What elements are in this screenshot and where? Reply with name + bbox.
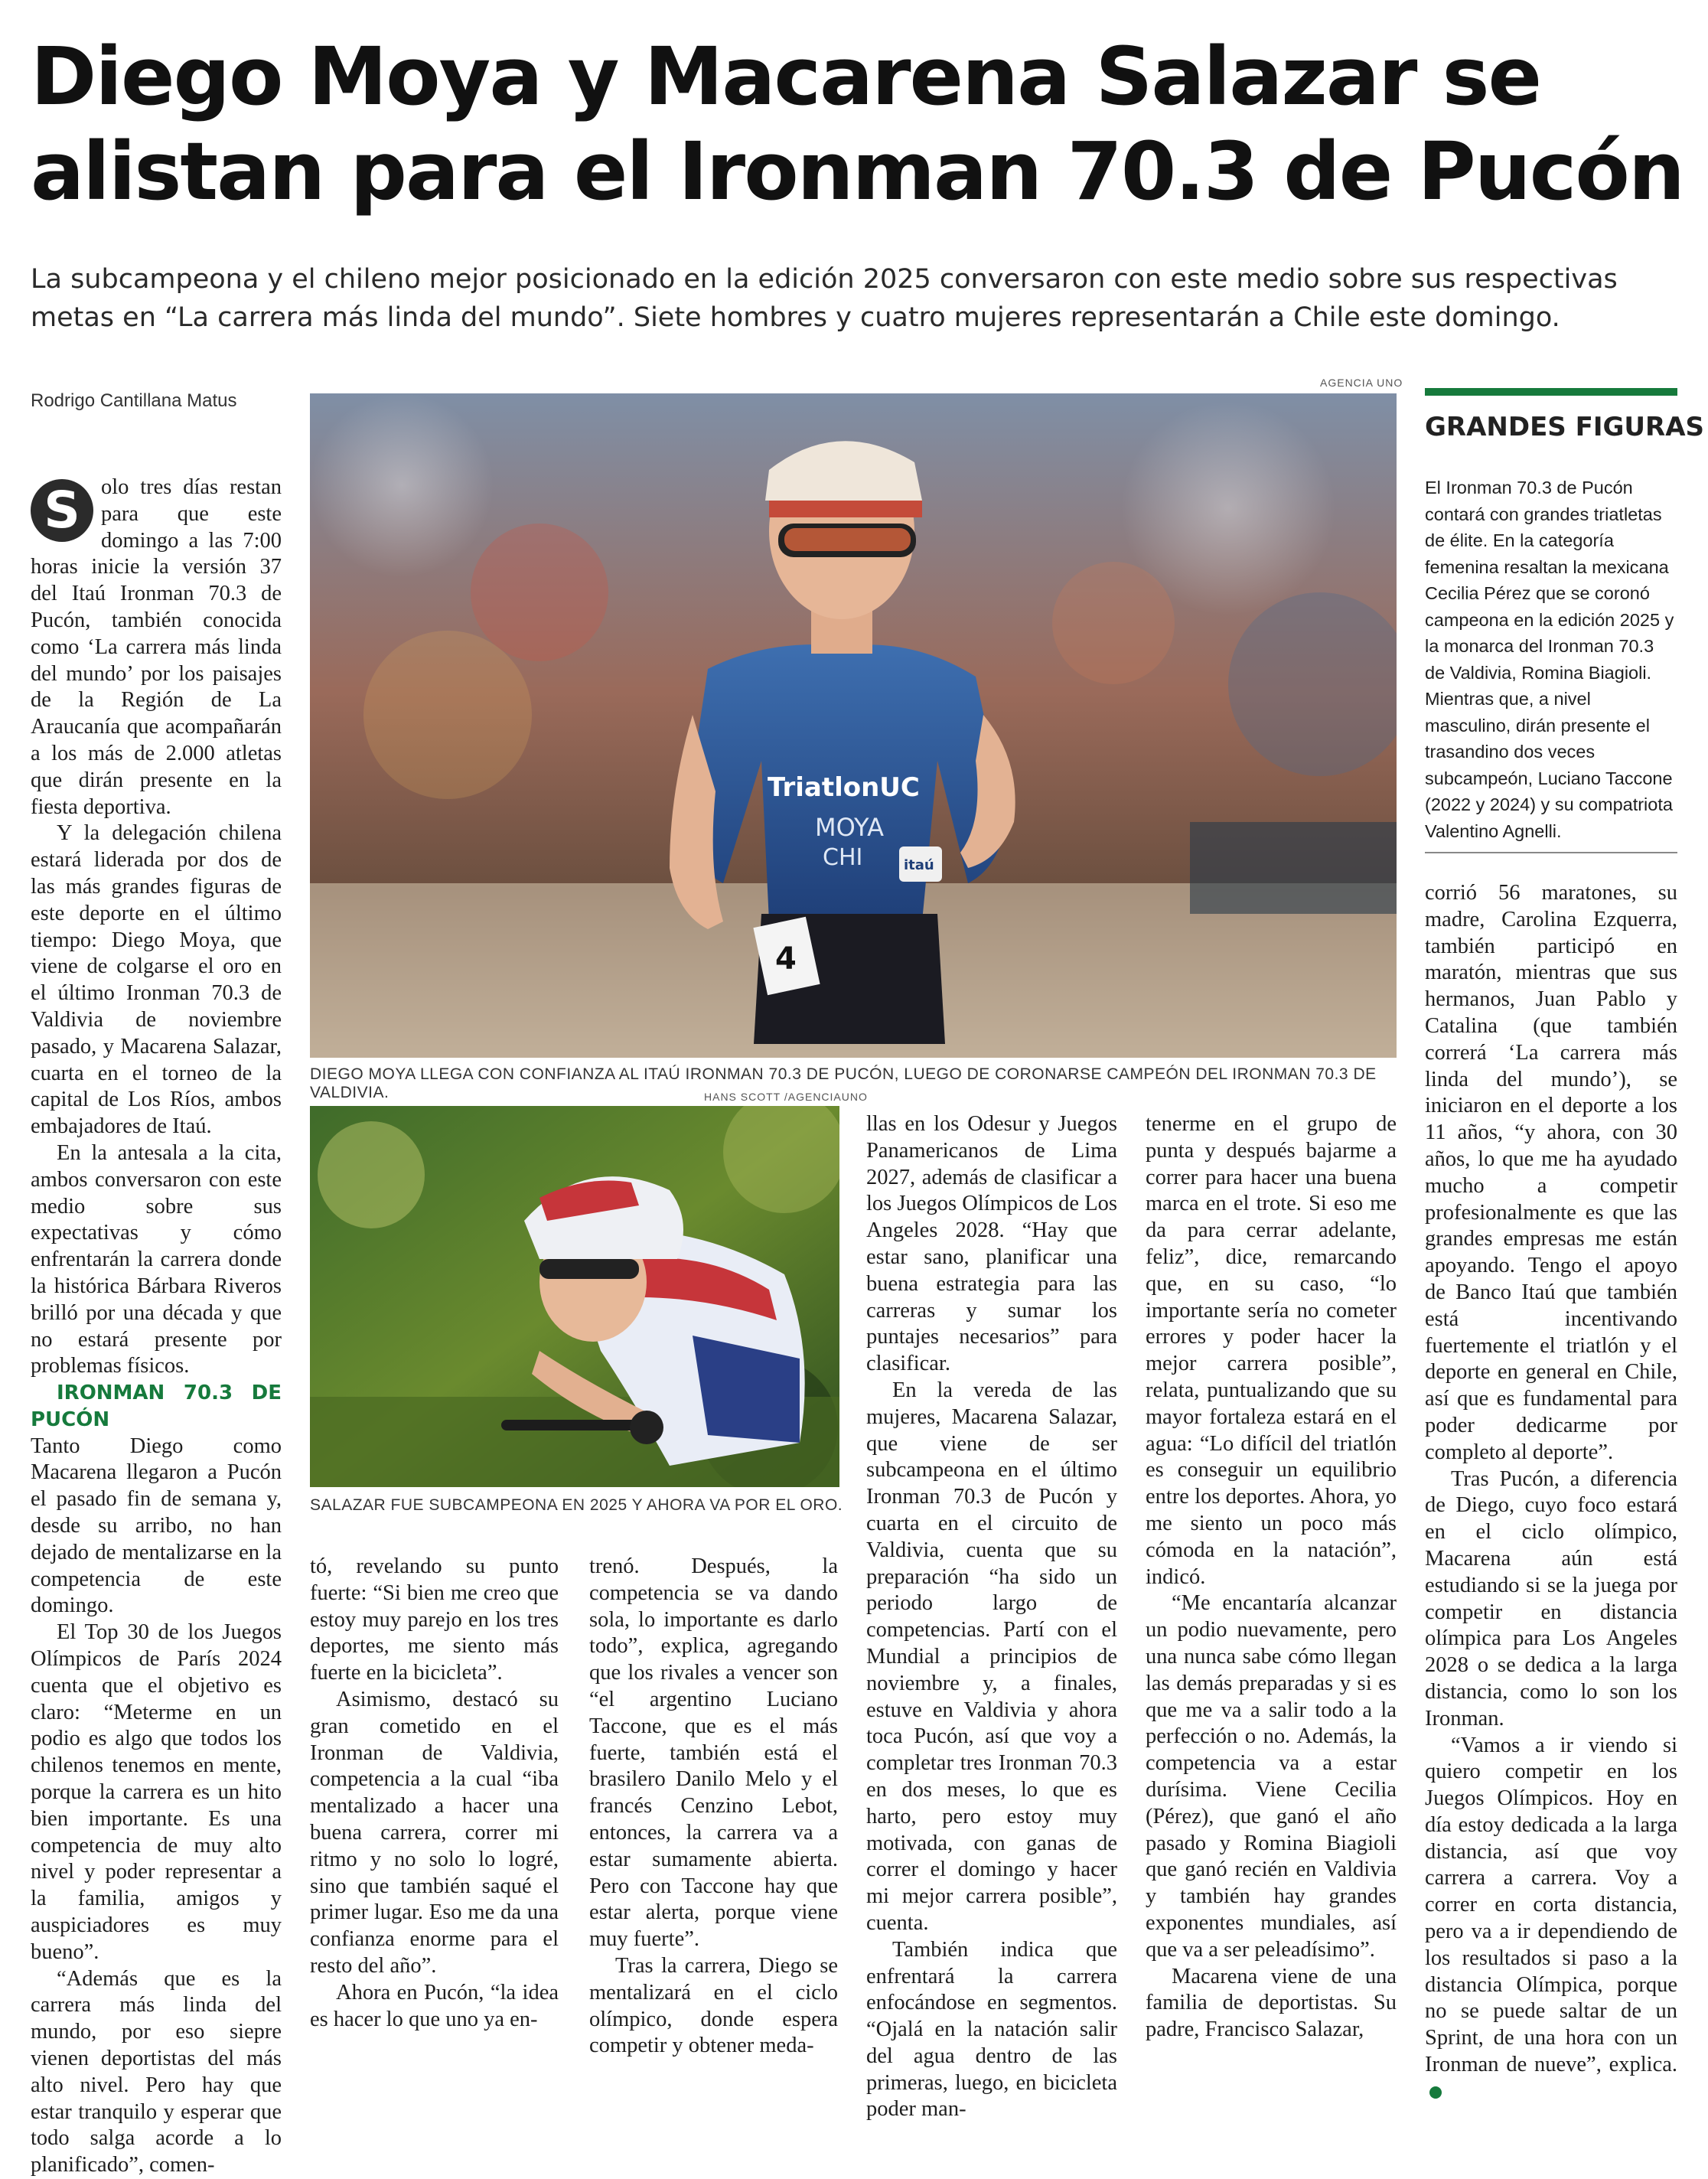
body-column-5 <box>1146 1111 1397 2044</box>
drop-cap: S <box>31 479 93 542</box>
paragraph: tó, revelando su punto fuerte: “Si bien me creo que estoy muy parejo en los tres deportes, me siento más fuerte en la bicicleta”. <box>310 1554 559 1685</box>
paragraph: Tras la carrera, Diego se mentalizará en el ciclo olímpico, donde espera competir y obtener meda- <box>589 1953 838 2058</box>
paragraph: tenerme en el grupo de punta y después bajarme a correr para hacer una buena marca en el trote. Si eso me da para cerrar adelante, feliz”, dice, remarcando que, en su caso, “lo importante sería no cometer errores y poder hacer la mejor carrera posible”, relata, puntualizando que su mayor fortaleza estará en el agua: “Lo difícil del triatlón es conseguir un equilibrio entre los deportes. Ahora, yo me siento un poco más cómoda en la natación”, indicó. <box>1146 1112 1397 1589</box>
paragraph: “Me encantaría alcanzar un podio nuevamente, pero una nunca sabe cómo llegan las demás preparadas y si es que me va a salir todo a la perfección o no. Además, la competencia va a estar durísima. Viene Cecilia (Pérez), que ganó el año pasado y Romina Biagioli que ganó recién en Valdivia y también hay grandes exponentes mundiales, así que va a ser peleadísimo”. <box>1146 1591 1397 1962</box>
body-column-4 <box>866 1111 1117 2123</box>
main-photo <box>310 393 1397 1058</box>
body-column-3 <box>589 1554 838 2060</box>
paragraph: trenó. Después, la competencia se va dando sola, lo importante es darlo todo”, explica, agregando que los rivales a vencer son “el argentino Luciano Taccone, que es el más fuerte, también está el brasilero Danilo Melo y el francés Cenzino Lebot, entonces, la carrera va a estar sumamente abierta. Pero con Taccone hay que estar alerta, porque viene muy fuerte”. <box>589 1554 838 1952</box>
byline: Rodrigo Cantillana Matus <box>31 390 237 411</box>
body-column-2 <box>310 1554 559 2033</box>
paragraph: En la antesala a la cita, ambos conversaron con este medio sobre sus expectativas y cómo enfrentarán la carrera donde la histórica Bárbara Riveros brilló por una década y que no estará presente por problemas físicos. <box>31 1140 282 1378</box>
end-of-article-icon <box>1429 2086 1442 2099</box>
sidebar-title: GRANDES FIGURAS <box>1425 412 1705 442</box>
paragraph: corrió 56 maratones, su madre, Carolina Ezquerra, también participó en maratón, mientras que sus hermanos, Juan Pablo y Catalina (que también correrá ‘La carrera más linda del mundo’), se iniciaron en el deporte a los 11 años, “y ahora, con 30 años, lo que me ha ayudado mucho a competir profesionalmente es que las grandes empresas me están apoyando. Tengo el apoyo de Banco Itaú que también está incentivando fuertemente el triatlón y el deporte en general en Chile, así que es fundamental para poder dedicarme por completo al deporte”. <box>1425 881 1677 1464</box>
paragraph: También indica que enfrentará la carrera enfocándose en segmentos. “Ojalá en la natación salir del agua dentro de las primeras, luego, en bicicleta poder man- <box>866 1937 1117 2122</box>
paragraph: olo tres días restan para que este domingo a las 7:00 horas inicie la versión 37 del Itaú Ironman 70.3 de Pucón, también conocida como ‘La carrera más linda del mundo’ por los paisajes de la Región de La Araucanía que acompañarán a los más de 2.000 atletas que dirán presente en la fiesta deportiva. <box>31 475 282 819</box>
sidebar-body: El Ironman 70.3 de Pucón contará con grandes triatletas de élite. En la categoría femenina resaltan la mexicana Cecilia Pérez que se coronó campeona en la edición 2025 y la monarca del Ironman 70.3 de Valdivia, Romina Biagioli. Mientras que, a nivel masculino, dirán presente el trasandino dos veces subcampeón, Luciano Taccone (2022 y 2024) y su compatriota Valentino Agnelli. <box>1425 478 1674 841</box>
paragraph: Macarena viene de una familia de deportistas. Su padre, Francisco Salazar, <box>1146 1964 1397 2042</box>
body-column-6 <box>1425 880 1677 2106</box>
secondary-photo <box>310 1106 839 1487</box>
paragraph: Tras Pucón, a diferencia de Diego, cuyo foco estará en el ciclo olímpico, Macarena aún está estudiando si se la juega por competir en distancia olímpica para Los Angeles 2028 o se dedica a la larga distancia, como lo son los Ironman. <box>1425 1466 1677 1730</box>
paragraph-text: “Vamos a ir viendo si quiero competir en los Juegos Olímpicos. Hoy en día estoy dedicada a la larga distancia, así que voy carrera a carrera. Voy a correr en corta distancia, pero va a ir dependiendo de los resultados si paso a la distancia Olímpica, porque no se puede saltar de un Sprint, de una hora con un Ironman de nueve”, explica. <box>1425 1733 1677 2077</box>
paragraph: Tanto Diego como Macarena llegaron a Pucón el pasado fin de semana y, desde su arribo, no han dejado de mentalizarse en la competencia de este domingo. <box>31 1434 282 1618</box>
dek: La subcampeona y el chileno mejor posicionado en la edición 2025 conversaron con este medio sobre sus respectivas metas en “La carrera más linda del mundo”. Siete hombres y cuatro mujeres representarán a Chile este domingo. <box>31 264 1618 333</box>
secondary-photo-caption: SALAZAR FUE SUBCAMPEONA EN 2025 Y AHORA VA POR EL ORO. <box>310 1496 843 1514</box>
paragraph: llas en los Odesur y Juegos Panamericanos de Lima 2027, además de clasificar a los Juegos Olímpicos de Los Angeles 2028. “Hay que estar sano, planificar una buena estrategia para las carreras y sumar los puntajes necesarios” para clasificar. <box>866 1112 1117 1376</box>
paragraph: El Top 30 de los Juegos Olímpicos de París 2024 cuenta que el objetivo es claro: “Meterme en un podio es algo que todos los chilenos tenemos en mente, porque la carrera es un hito bien importante. Es una competencia de muy alto nivel y poder representar a la familia, amigos y auspiciadores es muy bueno”. <box>31 1620 282 1964</box>
section-subhead: IRONMAN 70.3 DE PUCÓN <box>31 1381 282 1431</box>
paragraph: Asimismo, destacó su gran cometido en el Ironman de Valdivia, competencia a la cual “iba mentalizado a hacer una buena carrera, correr mi ritmo y no solo lo logré, sino que también saqué el primer lugar. Eso me da una confianza enorme para el resto del año”. <box>310 1687 559 1978</box>
paragraph: Y la delegación chilena estará liderada por dos de las más grandes figuras de este deporte en el último tiempo: Diego Moya, que viene de colgarse el oro en el último Ironman 70.3 de Valdivia de noviembre pasado, y Macarena Salazar, cuarta en el torneo de la capital de Los Ríos, ambos embajadores de Itaú. <box>31 821 282 1139</box>
jersey-name: MOYA <box>815 813 884 842</box>
runner-photo-illustration <box>310 393 1397 1058</box>
sidebar-divider <box>1425 852 1677 853</box>
bib-number: 4 <box>775 941 797 977</box>
paragraph: En la vereda de las mujeres, Macarena Salazar, que viene de ser subcampeona en el último Ironman 70.3 de Pucón y cuarta en el circuito de Valdivia, cuenta que su preparación “ha sido un periodo largo de competencias. Partí con el Mundial a principios de noviembre y, a finales, estuve en Valdivia y ahora toca Pucón, así que voy a completar tres Ironman 70.3 en dos meses, lo que es harto, pero estoy muy motivada, con ganas de correr el domingo y hacer mi mejor carrera posible”, cuenta. <box>866 1378 1117 1935</box>
headline: Diego Moya y Macarena Salazar se alistan para el Ironman 70.3 de Pucón <box>31 30 1684 218</box>
paragraph: “Además que es la carrera más linda del mundo, por eso siepre vienen deportistas del más alto nivel. Pero hay que estar tranquilo y esperar que todo salga acorde a lo planificado”, comen- <box>31 1966 282 2177</box>
sidebar-rule <box>1425 388 1677 396</box>
jersey-sponsor: itaú <box>904 857 934 873</box>
main-photo-caption: DIEGO MOYA LLEGA CON CONFIANZA AL ITAÚ IRONMAN 70.3 DE PUCÓN, LUEGO DE CORONARSE CAMPEÓN DEL IRONMAN 70.3 DE VALDIVIA. <box>310 1065 1377 1101</box>
paragraph <box>1425 1733 1677 2106</box>
secondary-photo-credit: HANS SCOTT /AGENCIAUNO <box>704 1091 868 1103</box>
jersey-country: CHI <box>823 844 863 871</box>
cyclist-photo-illustration <box>310 1106 839 1487</box>
main-photo-credit: AGENCIA UNO <box>1320 377 1403 389</box>
body-column-1 <box>31 475 282 2179</box>
jersey-brand: TriatlonUC <box>768 772 920 803</box>
paragraph: Ahora en Pucón, “la idea es hacer lo que uno ya en- <box>310 1980 559 2031</box>
